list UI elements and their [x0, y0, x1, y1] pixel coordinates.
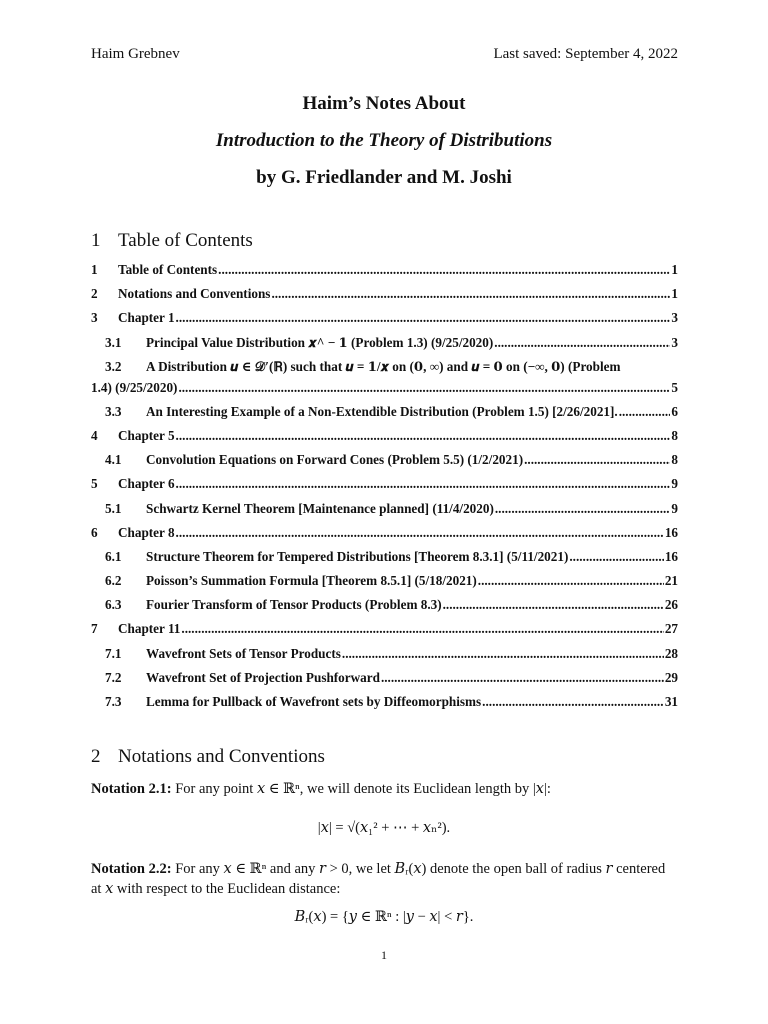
section-heading-toc	[91, 230, 253, 252]
toc-entry-label: Wavefront Set of Projection Pushforward	[146, 669, 380, 685]
toc-leader-dots	[176, 476, 671, 492]
toc-entry-label-cont: 1.4) (9/25/2020)	[91, 379, 178, 395]
toc-leader-dots	[443, 597, 664, 613]
toc-leader-dots	[381, 670, 664, 686]
toc-leader-dots	[495, 501, 671, 517]
notation-2-1	[91, 779, 678, 799]
toc-entry-page: 9	[671, 476, 678, 492]
toc-leader-dots	[176, 310, 671, 326]
section-number: 1	[91, 230, 101, 251]
toc-entry-page: 31	[664, 694, 678, 709]
toc-entry-page: 1	[671, 262, 678, 277]
toc-entry[interactable]	[91, 549, 678, 573]
section-title: Table of Contents	[118, 230, 253, 251]
toc-entry-number: 6	[91, 524, 98, 540]
running-header-date: Last saved: September 4, 2022	[493, 46, 678, 62]
toc-entry-page: 3	[671, 310, 678, 326]
toc-entry-page: 26	[664, 597, 678, 613]
toc-entry-number: 6.3	[105, 597, 122, 613]
toc-entry-page: 16	[664, 548, 678, 564]
toc-leader-dots	[342, 646, 664, 662]
equation-open-ball: 𝐵ᵣ(𝑥) = {𝑦 ∈ ℝⁿ : |𝑦 − 𝑥| < 𝑟}.	[294, 909, 474, 925]
section-title: Notations and Conventions	[118, 746, 325, 767]
toc-entry[interactable]	[91, 335, 678, 359]
toc-leader-dots	[619, 404, 671, 420]
toc-entry[interactable]	[91, 694, 678, 718]
equation-euclidean-length: |𝑥| = √(𝑥₁² + ⋯ + 𝑥ₙ²).	[317, 820, 451, 836]
toc-leader-dots	[271, 286, 670, 302]
toc-entry-number: 5.1	[105, 500, 122, 516]
notation-label: Notation 2.1:	[91, 781, 172, 797]
section-number: 2	[91, 746, 101, 767]
notation-2-2	[91, 859, 678, 899]
toc-entry-page: 28	[664, 645, 678, 661]
toc-entry[interactable]	[91, 359, 678, 401]
toc-entry[interactable]	[91, 573, 678, 597]
toc-entry-number: 3	[91, 310, 98, 326]
toc-entry[interactable]	[91, 670, 678, 694]
toc-entry[interactable]	[91, 310, 678, 334]
toc-entry-number: 5	[91, 476, 98, 492]
toc-entry-number: 3.1	[105, 334, 122, 350]
notation-text: For any point 𝑥 ∈ ℝⁿ, we will denote its Euclidean length by |𝑥|:	[175, 781, 551, 797]
toc-entry-number: 7.1	[105, 645, 122, 661]
toc-leader-dots	[494, 335, 670, 351]
toc-entry-number: 1	[91, 262, 98, 277]
toc-leader-dots	[478, 573, 664, 589]
toc-entry-label: Convolution Equations on Forward Cones (Problem 5.5) (1/2/2021)	[146, 452, 524, 468]
notation-text: For any 𝑥 ∈ ℝⁿ and any 𝑟 > 0, we let 𝐵ᵣ(𝑥) denote the open ball of radius 𝑟 centered at 𝑥 with respect to the Euclidean distance:	[91, 861, 666, 897]
toc-leader-dots	[524, 452, 670, 468]
page-number: 1	[381, 948, 387, 962]
toc-entry-label: Principal Value Distribution 𝒙^ − 𝟏 (Problem 1.3) (9/25/2020)	[146, 334, 494, 350]
toc-entry-page: 29	[664, 669, 678, 685]
doc-title-line3: by G. Friedlander and M. Joshi	[256, 167, 512, 188]
toc-entry-page: 16	[664, 524, 678, 540]
toc-entry-page: 8	[671, 452, 678, 468]
toc-entry-label: Lemma for Pullback of Wavefront sets by Diffeomorphisms	[146, 694, 482, 709]
toc-entry-label: Structure Theorem for Tempered Distributions [Theorem 8.3.1] (5/11/2021)	[146, 548, 569, 564]
toc-entry-page: 21	[664, 573, 678, 589]
toc-entry[interactable]	[91, 452, 678, 476]
toc-entry[interactable]	[91, 428, 678, 452]
toc-entry[interactable]	[91, 501, 678, 525]
toc-entry-number: 6.2	[105, 573, 122, 589]
section-heading-notations	[91, 746, 325, 768]
toc-entry-label: Chapter 8	[118, 524, 175, 540]
toc-entry-label: Chapter 11	[118, 621, 181, 637]
toc-entry-number: 7.2	[105, 669, 122, 685]
toc-entry-label: Schwartz Kernel Theorem [Maintenance planned] (11/4/2020)	[146, 500, 494, 516]
toc-leader-dots	[218, 262, 670, 278]
toc-entry-label: Fourier Transform of Tensor Products (Problem 8.3)	[146, 597, 442, 613]
toc-entry-number: 6.1	[105, 548, 122, 564]
toc-entry-page: 8	[671, 427, 678, 443]
doc-title-line2: Introduction to the Theory of Distributions	[215, 130, 553, 151]
toc-entry-label: Chapter 6	[118, 476, 175, 492]
toc-entry[interactable]	[91, 525, 678, 549]
toc-leader-dots	[178, 380, 670, 401]
toc-entry-page: 9	[671, 500, 678, 516]
toc-entry[interactable]	[91, 646, 678, 670]
toc-leader-dots	[181, 621, 663, 637]
toc-entry[interactable]	[91, 404, 678, 428]
toc-entry[interactable]	[91, 621, 678, 645]
toc-entry[interactable]	[91, 262, 678, 286]
toc-entry-label: A Distribution 𝒖 ∈ 𝒟′(ℝ) such that 𝒖 = 𝟏/𝒙 on (𝟎, ∞) and 𝒖 = 𝟎 on (−∞, 𝟎) (Problem	[146, 358, 621, 374]
toc-entry-number: 7.3	[105, 694, 122, 709]
toc-entry-label: Chapter 5	[118, 427, 175, 443]
toc-entry-page: 27	[664, 621, 678, 637]
toc-entry-page: 5	[671, 379, 678, 395]
toc-entry-label: An Interesting Example of a Non-Extendible Distribution (Problem 1.5) [2/26/2021].	[146, 403, 618, 419]
toc-entry-label: Chapter 1	[118, 310, 175, 326]
toc-entry-page: 1	[671, 286, 678, 302]
toc-entry-number: 2	[91, 286, 98, 302]
toc-entry[interactable]	[91, 597, 678, 621]
table-of-contents	[91, 262, 678, 718]
toc-entry[interactable]	[91, 476, 678, 500]
toc-entry-label: Notations and Conventions	[118, 286, 271, 302]
toc-entry-label: Table of Contents	[118, 262, 218, 277]
toc-entry-number: 3.2	[105, 358, 122, 374]
toc-entry-label: Wavefront Sets of Tensor Products	[146, 645, 341, 661]
toc-leader-dots	[176, 525, 664, 541]
toc-entry-page: 6	[671, 403, 678, 419]
toc-leader-dots	[176, 428, 671, 444]
toc-entry-number: 7	[91, 621, 98, 637]
toc-entry-label: Poisson’s Summation Formula [Theorem 8.5.1] (5/18/2021)	[146, 573, 477, 589]
toc-entry-number: 4	[91, 427, 98, 443]
toc-entry-number: 3.3	[105, 403, 122, 419]
running-header-author: Haim Grebnev	[91, 46, 180, 62]
toc-entry-page: 3	[671, 334, 678, 350]
toc-leader-dots	[569, 549, 663, 565]
toc-leader-dots	[482, 694, 664, 710]
toc-entry[interactable]	[91, 286, 678, 310]
notation-label: Notation 2.2:	[91, 861, 172, 877]
toc-entry-number: 4.1	[105, 452, 122, 468]
doc-title-line1: Haim’s Notes About	[302, 93, 466, 114]
